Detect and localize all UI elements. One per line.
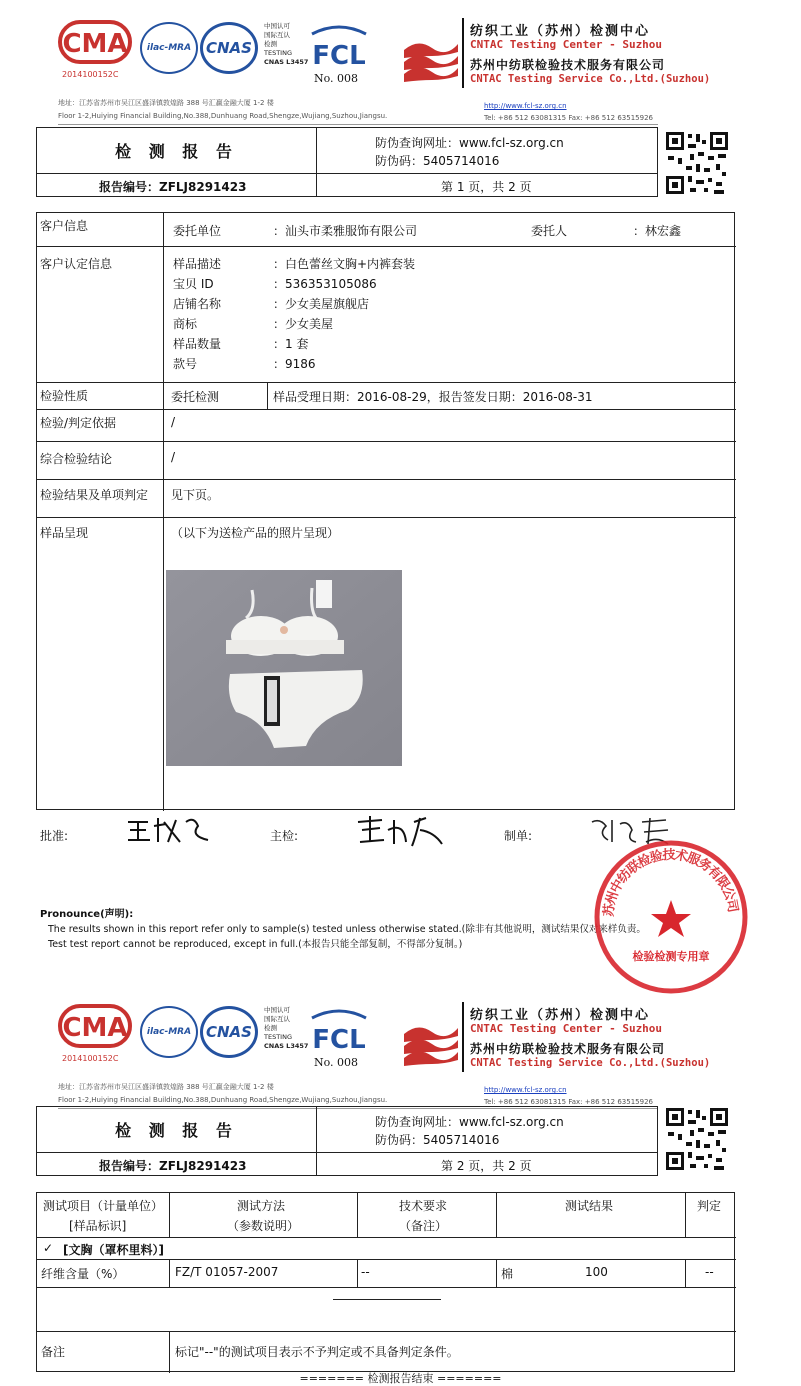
row-label bbox=[37, 480, 164, 517]
divider bbox=[685, 1259, 686, 1287]
table-row bbox=[37, 479, 736, 517]
cma-logo bbox=[58, 998, 132, 1054]
cnas-logo: CNAS bbox=[200, 1006, 258, 1058]
divider bbox=[37, 1259, 736, 1260]
divider bbox=[169, 1259, 170, 1287]
cnas-line: CNAS L3457 bbox=[264, 58, 309, 66]
report-end: ======= 检测报告结束 ======= bbox=[299, 1372, 502, 1385]
cnas-line: 国际互认 bbox=[264, 31, 290, 39]
verify-code: 防伪码：5405714016 bbox=[375, 154, 500, 168]
cnas-line: CNAS L3457 bbox=[264, 1042, 309, 1050]
pronounce-line-1: The results shown in this report refer only to sample(s) tested unless otherwise stated.(除非有其他说明，测试结果仅对来样负责。 bbox=[48, 924, 646, 935]
report-title: 检 测 报 告 bbox=[37, 128, 317, 174]
cnas-logo: CNAS bbox=[200, 22, 258, 74]
table-row bbox=[37, 246, 736, 382]
divider bbox=[37, 1237, 736, 1238]
header-judge: 判定 bbox=[697, 1199, 722, 1213]
table-row bbox=[37, 213, 736, 246]
ilac-mra-logo: ilac-MRA bbox=[140, 22, 198, 74]
field-value: ：536353105086 bbox=[273, 277, 377, 291]
org-name-cn-1: 纺织工业（苏州）检测中心 bbox=[470, 1008, 651, 1023]
field-key: 样品数量 bbox=[173, 337, 222, 351]
cnas-line: 检测 bbox=[264, 40, 277, 48]
report-number: 报告编号：ZFLJ8291423 bbox=[37, 174, 317, 197]
qr-code-icon bbox=[664, 1106, 730, 1172]
pronounce-line-2: Test test report cannot be reproduced, except in full.(本报告只能全部复制，不得部分复制。) bbox=[48, 939, 463, 950]
verify-info bbox=[317, 128, 657, 174]
divider bbox=[357, 1193, 358, 1237]
report-number: 报告编号：ZFLJ8291423 bbox=[37, 1153, 317, 1176]
contact-value: ：林宏鑫 bbox=[633, 224, 682, 238]
test-results-table bbox=[36, 1192, 735, 1372]
cma-code: 2014100152C bbox=[62, 70, 119, 79]
row-label bbox=[37, 442, 164, 479]
divider bbox=[496, 1259, 497, 1287]
cnas-line: 中国认可 bbox=[264, 1006, 290, 1014]
sample-label: 样品呈现 bbox=[40, 526, 89, 540]
row-label: 检验/判定依据 bbox=[37, 410, 164, 441]
divider bbox=[357, 1259, 358, 1287]
section-title: [文胸（罩杯里料）] bbox=[63, 1243, 164, 1257]
website-link[interactable]: http://www.fcl-sz.org.cn bbox=[484, 1086, 567, 1094]
cntac-flag-logo bbox=[398, 30, 460, 86]
header-item-sub: [样品标识] bbox=[69, 1219, 127, 1233]
field-key: 店铺名称 bbox=[173, 297, 222, 311]
address-en: Floor 1-2,Huiying Financial Building,No.388,Dunhuang Road,Shengze,Wujiang,Suzhou,Jiangsu. bbox=[58, 1096, 388, 1104]
fcl-text: FCL bbox=[312, 41, 366, 71]
fcl-number: No. 008 bbox=[314, 72, 359, 85]
org-name-en-2: CNTAC Testing Service Co.,Ltd.(Suzhou) bbox=[470, 1057, 711, 1069]
cnas-line: 国际互认 bbox=[264, 1015, 290, 1023]
website-link[interactable]: http://www.fcl-sz.org.cn bbox=[484, 102, 567, 110]
header-item: 测试项目（计量单位） bbox=[43, 1199, 164, 1213]
header-method: 测试方法 bbox=[237, 1199, 286, 1213]
tel-fax: Tel: +86 512 63081315 Fax: +86 512 63515926 bbox=[484, 114, 653, 122]
table-row bbox=[37, 409, 736, 441]
tel-fax: Tel: +86 512 63081315 Fax: +86 512 63515926 bbox=[484, 1098, 653, 1106]
divider bbox=[169, 1193, 170, 1237]
consignor-value: ：汕头市柔雅服饰有限公司 bbox=[273, 224, 418, 238]
address-en: Floor 1-2,Huiying Financial Building,No.388,Dunhuang Road,Shengze,Wujiang,Suzhou,Jiangsu. bbox=[58, 112, 388, 120]
cma-logo bbox=[58, 14, 132, 70]
header-requirement-sub: （备注） bbox=[399, 1219, 448, 1233]
seal-bottom-text: 检验检测专用章 bbox=[632, 950, 710, 963]
inspect-signature bbox=[354, 812, 450, 852]
divider bbox=[333, 1299, 441, 1300]
header-method-sub: （参数说明） bbox=[227, 1219, 300, 1233]
field-value: ：9186 bbox=[273, 357, 316, 371]
verify-info bbox=[317, 1107, 657, 1153]
nature-value: 委托检测 bbox=[171, 390, 220, 404]
cnas-line: TESTING bbox=[264, 49, 292, 57]
divider bbox=[37, 1331, 736, 1332]
divider bbox=[58, 124, 658, 125]
row-fiber: 棉 bbox=[501, 1267, 514, 1281]
row-judge: -- bbox=[705, 1265, 714, 1279]
divider bbox=[685, 1193, 686, 1237]
qr-code-icon bbox=[664, 130, 730, 196]
divider bbox=[496, 1193, 497, 1237]
cntac-flag-logo bbox=[398, 1014, 460, 1070]
table-row bbox=[37, 441, 736, 479]
cnas-line: TESTING bbox=[264, 1033, 292, 1041]
org-name-cn-2: 苏州中纺联检验技术服务有限公司 bbox=[470, 1042, 666, 1056]
row-label: 客户信息 bbox=[37, 213, 164, 246]
verify-code: 防伪码：5405714016 bbox=[375, 1133, 500, 1147]
result-value: 见下页。 bbox=[171, 488, 220, 502]
prepare-label: 制单: bbox=[504, 829, 533, 843]
check-icon: ✓ bbox=[43, 1241, 54, 1255]
sample-note: （以下为送检产品的照片呈现） bbox=[171, 526, 340, 540]
row-label bbox=[37, 247, 164, 382]
dates-value: 样品受理日期：2016-08-29，报告签发日期：2016-08-31 bbox=[273, 390, 593, 404]
field-key: 商标 bbox=[173, 317, 198, 331]
divider bbox=[169, 1331, 170, 1373]
conclusion-value: / bbox=[171, 450, 176, 464]
cma-text: CMA bbox=[62, 29, 128, 59]
field-value: ：少女美屋 bbox=[273, 317, 334, 331]
org-name-en-2: CNTAC Testing Service Co.,Ltd.(Suzhou) bbox=[470, 73, 711, 85]
field-key: 样品描述 bbox=[173, 257, 222, 271]
row-label: 检验性质 bbox=[37, 383, 164, 409]
address-cn: 地址：江苏省苏州市吴江区盛泽镇敦煌路 388 号汇赢金融大厦 1-2 楼 bbox=[58, 99, 274, 107]
header-requirement: 技术要求 bbox=[399, 1199, 448, 1213]
header-divider bbox=[462, 1002, 464, 1072]
svg-text:FCL: FCL bbox=[312, 1025, 366, 1055]
cma-code: 2014100152C bbox=[62, 1054, 119, 1063]
org-name-en-1: CNTAC Testing Center - Suzhou bbox=[470, 1022, 663, 1035]
result-label: 检验结果及单项判定 bbox=[40, 488, 149, 502]
field-key: 宝贝 ID bbox=[173, 277, 214, 291]
row-requirement: -- bbox=[361, 1265, 370, 1279]
header-divider bbox=[462, 18, 464, 88]
field-value: ：白色蕾丝文胸+内裤套装 bbox=[273, 257, 416, 271]
org-name-en-1: CNTAC Testing Center - Suzhou bbox=[470, 38, 663, 51]
cnas-text bbox=[264, 22, 308, 67]
report-header bbox=[36, 1106, 658, 1176]
report-title: 检 测 报 告 bbox=[37, 1107, 317, 1153]
pronounce-title: Pronounce(声明): bbox=[40, 909, 134, 920]
ilac-mra-logo: ilac-MRA bbox=[140, 1006, 198, 1058]
field-key: 款号 bbox=[173, 357, 198, 371]
verify-site: 防伪查询网址：www.fcl-sz.org.cn bbox=[375, 1115, 564, 1129]
row-label bbox=[37, 518, 164, 811]
basis-value: / bbox=[171, 415, 176, 429]
field-value: ：1 套 bbox=[273, 337, 309, 351]
divider bbox=[37, 1287, 736, 1288]
seal-ring-text: 苏州中纺联检验技术服务有限公司 bbox=[601, 847, 741, 918]
fcl-logo bbox=[308, 1004, 370, 1056]
org-name-cn-2: 苏州中纺联检验技术服务有限公司 bbox=[470, 58, 666, 72]
verify-site: 防伪查询网址：www.fcl-sz.org.cn bbox=[375, 136, 564, 150]
company-seal bbox=[592, 838, 750, 996]
row-method: FZ/T 01057-2007 bbox=[175, 1265, 279, 1279]
inspect-label: 主检: bbox=[270, 829, 299, 843]
contact-label: 委托人 bbox=[531, 224, 568, 238]
page-indicator: 第 2 页，共 2 页 bbox=[441, 1159, 532, 1173]
remark-value: 标记"--"的测试项目表示不予判定或不具备判定条件。 bbox=[175, 1345, 459, 1359]
consignor-label: 委托单位 bbox=[173, 224, 222, 238]
page-indicator: 第 1 页，共 2 页 bbox=[441, 180, 532, 194]
header-result: 测试结果 bbox=[565, 1199, 614, 1213]
cnas-line: 中国认可 bbox=[264, 22, 290, 30]
sample-photo bbox=[166, 570, 402, 766]
row-value: 100 bbox=[585, 1265, 608, 1279]
approve-label: 批准: bbox=[40, 829, 69, 843]
org-name-cn-1: 纺织工业（苏州）检测中心 bbox=[470, 24, 651, 39]
fcl-logo bbox=[308, 20, 370, 72]
table-row bbox=[37, 382, 736, 409]
cnas-line: 检测 bbox=[264, 1024, 277, 1032]
cnas-text bbox=[264, 1006, 308, 1051]
field-value: ：少女美屋旗舰店 bbox=[273, 297, 370, 311]
report-header bbox=[36, 127, 658, 197]
approve-signature bbox=[124, 812, 214, 848]
conclusion-label: 综合检验结论 bbox=[40, 452, 113, 466]
address-cn: 地址：江苏省苏州市吴江区盛泽镇敦煌路 388 号汇赢金融大厦 1-2 楼 bbox=[58, 1083, 274, 1091]
confirm-label: 客户认定信息 bbox=[40, 257, 113, 271]
remark-label: 备注 bbox=[41, 1345, 66, 1359]
svg-text:CMA: CMA bbox=[62, 1013, 128, 1043]
fcl-number: No. 008 bbox=[314, 1056, 359, 1069]
row-item: 纤维含量（%） bbox=[41, 1267, 125, 1281]
